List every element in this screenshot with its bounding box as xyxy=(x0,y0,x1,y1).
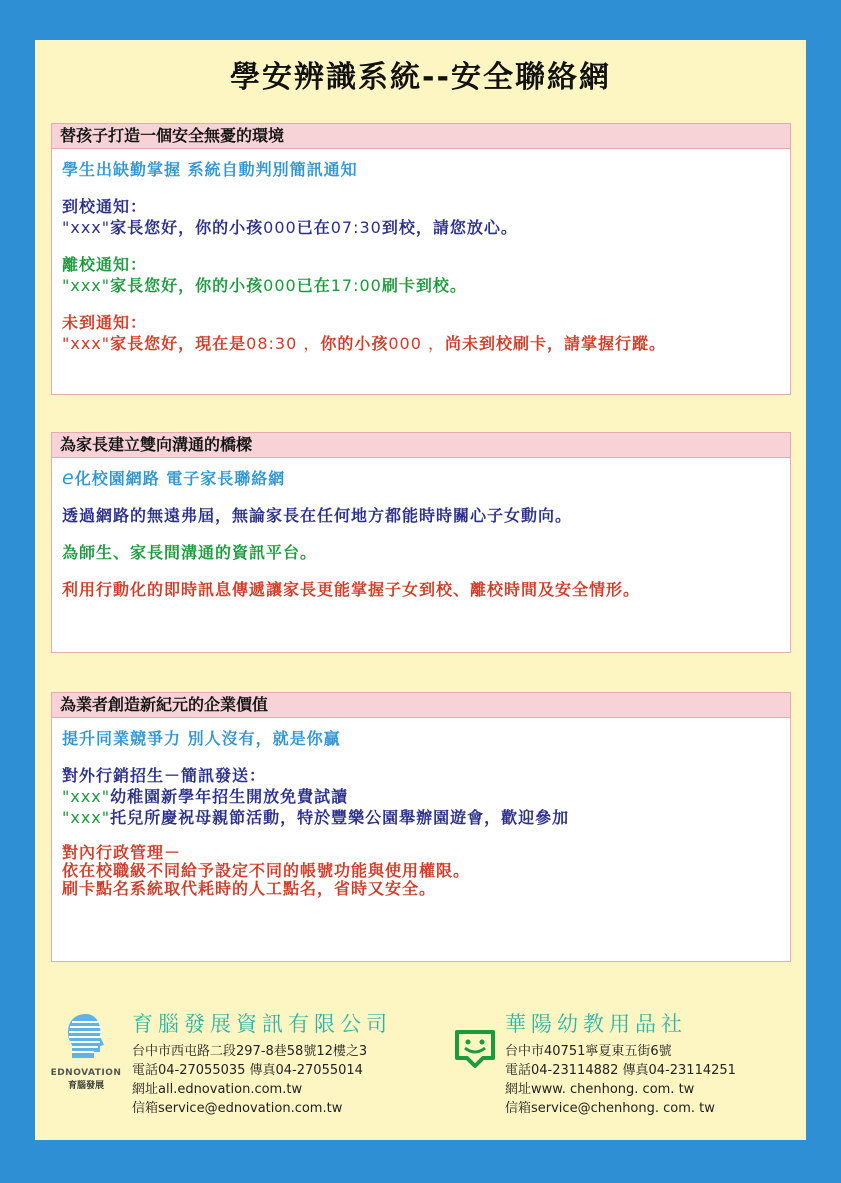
company-ednovation xyxy=(132,1008,392,1118)
company-phone: 電話04-27055035 傳真04-27055014 xyxy=(132,1063,363,1078)
admin-block: 對內行政管理－ 依在校職級不同給予設定不同的帳號功能與使用權限。 刷卡點名系統取代耗時的人工點名，省時又安全。 xyxy=(62,843,471,898)
section-business xyxy=(51,692,791,962)
section-header: 替孩子打造一個安全無憂的環境 xyxy=(52,124,790,149)
company-website: 網址all.ednovation.com.tw xyxy=(132,1082,303,1097)
company-email: 信箱service@chenhong. com. tw xyxy=(505,1101,715,1116)
company-name: 華陽幼教用品社 xyxy=(505,1012,687,1036)
section-header: 為家長建立雙向溝通的橋樑 xyxy=(52,433,790,458)
brain-head-icon xyxy=(64,1012,108,1064)
smile-chat-icon xyxy=(453,1028,497,1070)
section-subtitle: e化校園網路 電子家長聯絡網 xyxy=(62,467,286,489)
section-parents xyxy=(51,432,791,653)
marketing-block: 對外行銷招生－簡訊發送： "xxx"幼稚園新學年招生開放免費試讀 "xxx"托兒所慶祝母親節活動，特於豐樂公園舉辦園遊會，歡迎參加 xyxy=(62,766,570,827)
section-subtitle: 學生出缺勤掌握 系統自動判別簡訊通知 xyxy=(62,160,358,179)
poster xyxy=(35,40,806,1140)
section-safety xyxy=(51,123,791,395)
ednovation-logo: EDNOVATION 育腦發展 xyxy=(47,1012,125,1091)
absent-notice: 未到通知： "xxx"家長您好，現在是08:30 ，你的小孩000 ，尚未到校刷卡，請掌握行蹤。 xyxy=(62,313,667,353)
page-title: 學安辨識系統--安全聯絡網 xyxy=(230,60,611,95)
company-chenhong xyxy=(505,1008,736,1118)
company-email: 信箱service@ednovation.com.tw xyxy=(132,1101,343,1116)
company-address: 台中市西屯路二段297-8巷58號12樓之3 xyxy=(132,1044,368,1059)
section-header: 為業者創造新紀元的企業價值 xyxy=(52,693,790,718)
company-address: 台中市40751寧夏東五街6號 xyxy=(505,1044,672,1059)
leave-notice: 離校通知： "xxx"家長您好，你的小孩000已在17:00刷卡到校。 xyxy=(62,255,467,295)
benefit-line: 為師生、家長間溝通的資訊平台。 xyxy=(62,543,318,562)
company-phone: 電話04-23114882 傳真04-23114251 xyxy=(505,1063,736,1078)
section-subtitle: 提升同業競爭力 別人沒有，就是你贏 xyxy=(62,729,341,748)
company-website: 網址www. chenhong. com. tw xyxy=(505,1082,695,1097)
benefit-line: 利用行動化的即時訊息傳遞讓家長更能掌握子女到校、離校時間及安全情形。 xyxy=(62,580,641,599)
company-name: 育腦發展資訊有限公司 xyxy=(132,1012,392,1036)
benefit-line: 透過網路的無遠弗屆，無論家長在任何地方都能時時關心子女動向。 xyxy=(62,506,573,525)
arrival-notice: 到校通知： "xxx"家長您好，你的小孩000已在07:30到校，請您放心。 xyxy=(62,197,518,237)
